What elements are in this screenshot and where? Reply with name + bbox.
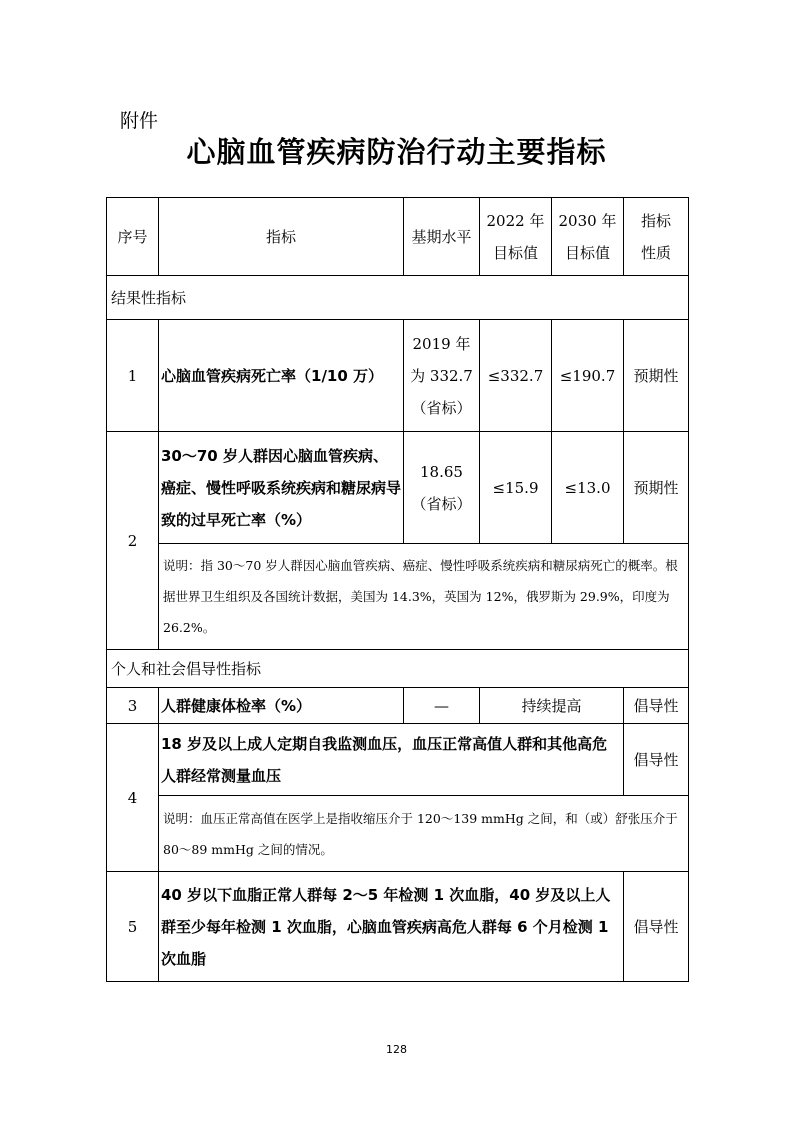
table-row bbox=[107, 724, 689, 796]
row2-target-2030: ≤13.0 bbox=[552, 432, 624, 544]
page-number: 128 bbox=[386, 1043, 407, 1056]
table-row bbox=[107, 320, 689, 432]
row1-target-2030: ≤190.7 bbox=[552, 320, 624, 432]
row3-nature: 倡导性 bbox=[624, 688, 689, 724]
row5-indicator: 40 岁以下血脂正常人群每 2～5 年检测 1 次血脂，40 岁及以上人群至少每年检测 1 次血脂，心脑血管疾病高危人群每 6 个月检测 1 次血脂 bbox=[159, 872, 624, 982]
row3-seq: 3 bbox=[107, 688, 159, 724]
table-row bbox=[107, 872, 689, 982]
row2-note: 说明：指 30～70 岁人群因心脑血管疾病、癌症、慢性呼吸系统疾病和糖尿病死亡的概率。根据世界卫生组织及各国统计数据，美国为 14.3%，英国为 12%，俄罗斯为 29.9%，印度为 26.2%。 bbox=[159, 544, 689, 650]
row4-nature: 倡导性 bbox=[624, 724, 689, 796]
row1-baseline: 2019 年为 332.7（省标） bbox=[404, 320, 480, 432]
row4-seq: 4 bbox=[107, 724, 159, 872]
header-target-2022-line2: 目标值 bbox=[492, 243, 538, 262]
header-indicator: 指标 bbox=[159, 198, 404, 276]
row4-note: 说明：血压正常高值在医学上是指收缩压介于 120～139 mmHg 之间，和（或）舒张压介于 80～89 mmHg 之间的情况。 bbox=[159, 796, 689, 872]
table-row bbox=[107, 688, 689, 724]
attachment-label: 附件 bbox=[120, 110, 159, 132]
row1-nature: 预期性 bbox=[624, 320, 689, 432]
row3-baseline: — bbox=[404, 688, 480, 724]
row3-indicator: 人群健康体检率（%） bbox=[159, 688, 404, 724]
header-seq: 序号 bbox=[107, 198, 159, 276]
row5-seq: 5 bbox=[107, 872, 159, 982]
header-target-2022-line1: 2022 年 bbox=[486, 211, 545, 230]
header-target-2030-line1: 2030 年 bbox=[558, 211, 617, 230]
note-row bbox=[107, 544, 689, 650]
section-row bbox=[107, 650, 689, 688]
note-row bbox=[107, 796, 689, 872]
row4-indicator: 18 岁及以上成人定期自我监测血压，血压正常高值人群和其他高危人群经常测量血压 bbox=[159, 724, 624, 796]
row1-indicator: 心脑血管疾病死亡率（1/10 万） bbox=[159, 320, 404, 432]
row3-target: 持续提高 bbox=[480, 688, 624, 724]
row2-target-2022: ≤15.9 bbox=[480, 432, 552, 544]
row5-nature: 倡导性 bbox=[624, 872, 689, 982]
section-row bbox=[107, 276, 689, 320]
indicator-table bbox=[106, 197, 689, 982]
header-target-2022 bbox=[480, 198, 552, 276]
table-row bbox=[107, 432, 689, 544]
section-title-outcome: 结果性指标 bbox=[107, 276, 689, 320]
document-title: 心脑血管疾病防治行动主要指标 bbox=[186, 135, 607, 169]
header-nature-line2: 性质 bbox=[640, 243, 671, 262]
header-target-2030 bbox=[552, 198, 624, 276]
row2-nature: 预期性 bbox=[624, 432, 689, 544]
section-title-advocacy: 个人和社会倡导性指标 bbox=[107, 650, 689, 688]
row1-seq: 1 bbox=[107, 320, 159, 432]
row2-indicator: 30～70 岁人群因心脑血管疾病、癌症、慢性呼吸系统疾病和糖尿病导致的过早死亡率（%） bbox=[159, 432, 404, 544]
table-header-row bbox=[107, 198, 689, 276]
header-baseline: 基期水平 bbox=[404, 198, 480, 276]
row1-target-2022: ≤332.7 bbox=[480, 320, 552, 432]
header-target-2030-line2: 目标值 bbox=[564, 243, 610, 262]
row2-seq: 2 bbox=[107, 432, 159, 650]
header-nature bbox=[624, 198, 689, 276]
header-nature-line1: 指标 bbox=[640, 211, 671, 230]
row2-baseline: 18.65（省标） bbox=[404, 432, 480, 544]
